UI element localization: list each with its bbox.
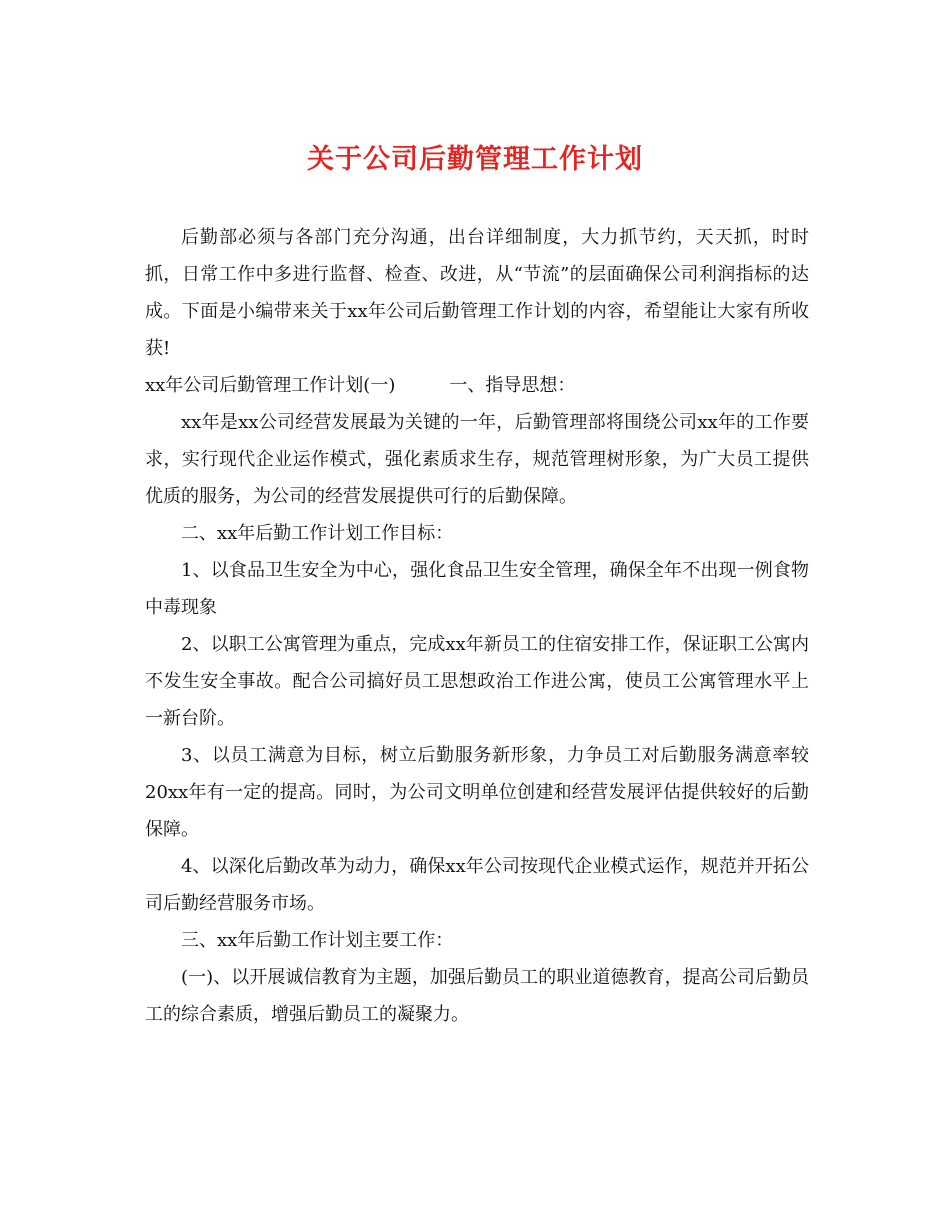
goal-item-4: 4、以深化后勤改革为动力，确保xx年公司按现代企业模式运作，规范并开拓公司后勤经营服务市场。 bbox=[145, 856, 809, 914]
goal-item-2: 2、以职工公寓管理为重点，完成xx年新员工的住宿安排工作，保证职工公寓内不发生安全事故。配合公司搞好员工思想政治工作进公寓，使员工公寓管理水平上一新台阶。 bbox=[145, 634, 809, 729]
section-heading-main-work: 三、xx年后勤工作计划主要工作： bbox=[181, 930, 454, 951]
section-heading-goals: 二、xx年后勤工作计划工作目标： bbox=[181, 523, 454, 544]
main-work-item-1: (一)、以开展诚信教育为主题，加强后勤员工的职业道德教育，提高公司后勤员工的综合素质，增强后勤员工的凝聚力。 bbox=[145, 967, 809, 1025]
goal-item-3: 3、以员工满意为目标，树立后勤服务新形象，力争员工对后勤服务满意率较20xx年有一定的提高。同时，为公司文明单位创建和经营发展评估提供较好的后勤保障。 bbox=[145, 745, 809, 840]
guiding-thought-paragraph: xx年是xx公司经营发展最为关键的一年，后勤管理部将围绕公司xx年的工作要求，实行现代企业运作模式，强化素质求生存，规范管理树形象，为广大员工提供优质的服务，为公司的经营发展提供可行的后勤保障。 bbox=[145, 412, 809, 507]
intro-paragraph: 后勤部必须与各部门充分沟通，出台详细制度，大力抓节约，天天抓，时时抓，日常工作中多进行监督、检查、改进，从“节流”的层面确保公司利润指标的达成。下面是小编带来关于xx年公司后勤管理工作计划的内容，希望能让大家有所收获! bbox=[145, 227, 809, 359]
document-body bbox=[145, 219, 809, 1033]
document-title: 关于公司后勤管理工作计划 bbox=[307, 144, 643, 175]
goal-item-1: 1、以食品卫生安全为中心，强化食品卫生安全管理，确保全年不出现一例食物中毒现象 bbox=[145, 560, 809, 618]
plan-heading: xx年公司后勤管理工作计划(一) 一、指导思想： bbox=[145, 375, 576, 396]
